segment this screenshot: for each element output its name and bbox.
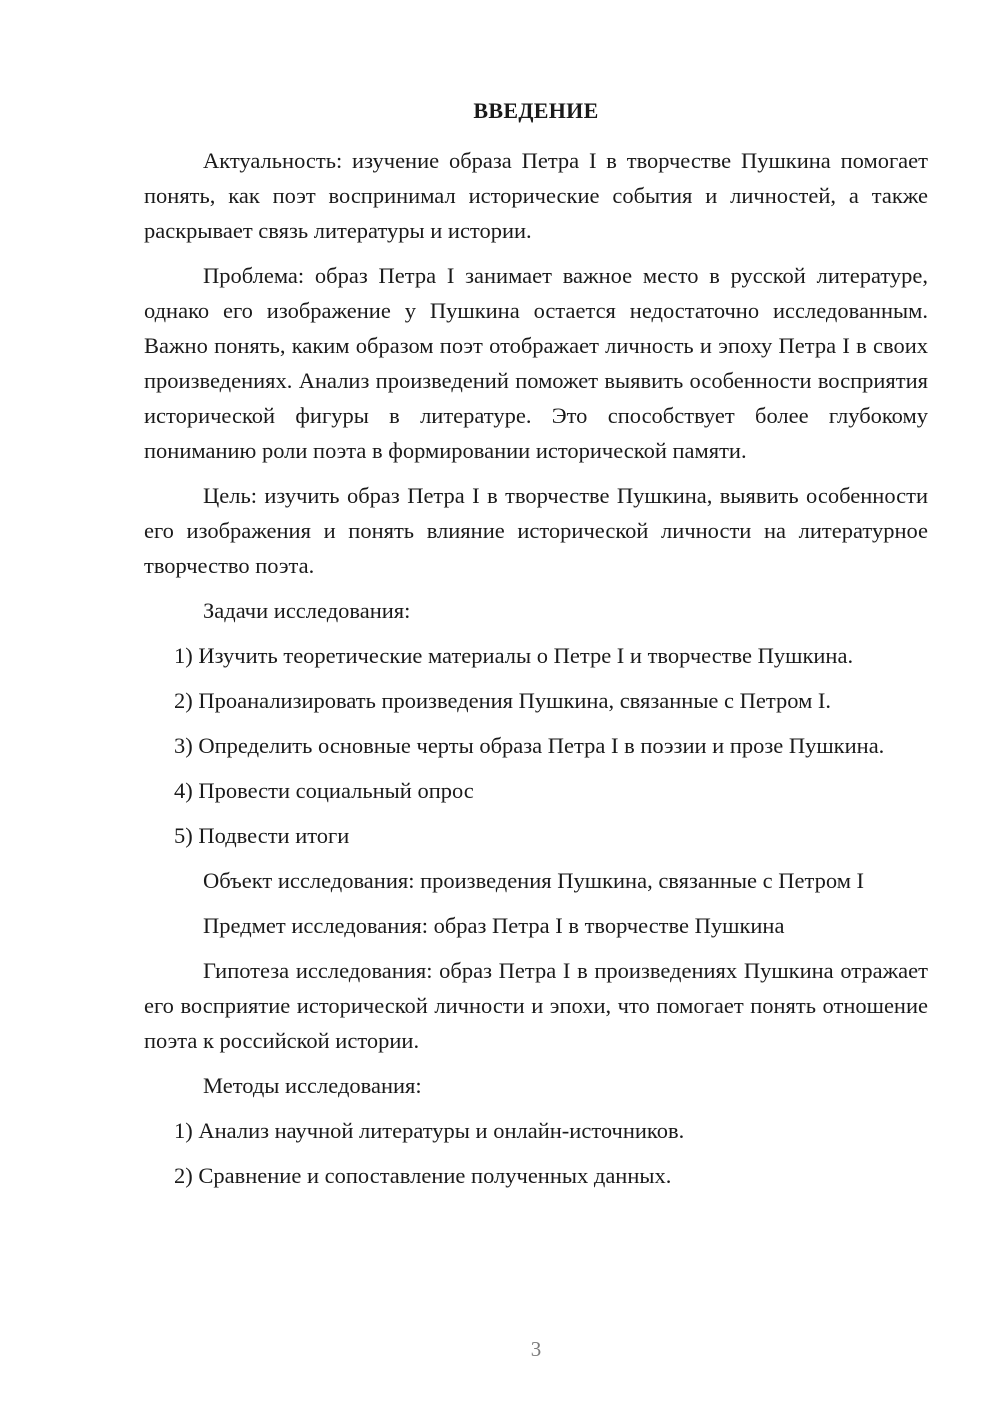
task-item-3: 3) Определить основные черты образа Петра I в поэзии и прозе Пушкина. [174,733,885,758]
task-item-2: 2) Проанализировать произведения Пушкина, связанные с Петром I. [174,688,832,713]
method-item-2: 2) Сравнение и сопоставление полученных данных. [174,1163,672,1188]
paragraph-problem: Проблема: образ Петра I занимает важное место в русской литературе, однако его изображение у Пушкина остается недостаточно исследованным. Важно понять, каким образом поэт отображает личность и эпоху Петра I в своих произведениях. Анализ произведений поможет выявить особенности восприятия исторической фигуры в литературе. Это способствует более глубокому пониманию роли поэта в формировании исторической памяти. [144,263,928,463]
paragraph-hypothesis: Гипотеза исследования: образ Петра I в произведениях Пушкина отражает его восприятие исторической личности и эпохи, что помогает понять отношение поэта к российской истории. [144,958,928,1053]
task-item-5: 5) Подвести итоги [174,823,350,848]
paragraph-goal: Цель: изучить образ Петра I в творчестве Пушкина, выявить особенности его изображения и понять влияние исторической личности на литературное творчество поэта. [144,483,928,578]
document-body [144,143,928,1203]
tasks-heading: Задачи исследования: [203,598,411,623]
methods-heading: Методы исследования: [203,1073,422,1098]
paragraph-subject: Предмет исследования: образ Петра I в творчестве Пушкина [203,913,785,938]
task-item-4: 4) Провести социальный опрос [174,778,474,803]
method-item-1: 1) Анализ научной литературы и онлайн-источников. [174,1118,685,1143]
paragraph-object: Объект исследования: произведения Пушкина, связанные с Петром I [203,868,865,893]
paragraph-relevance: Актуальность: изучение образа Петра I в творчестве Пушкина помогает понять, как поэт воспринимал исторические события и личностей, а также раскрывает связь литературы и истории. [144,148,928,243]
page-number: 3 [530,1337,542,1361]
task-item-1: 1) Изучить теоретические материалы о Петре I и творчестве Пушкина. [174,643,854,668]
page-title: ВВЕДЕНИЕ [473,98,599,123]
